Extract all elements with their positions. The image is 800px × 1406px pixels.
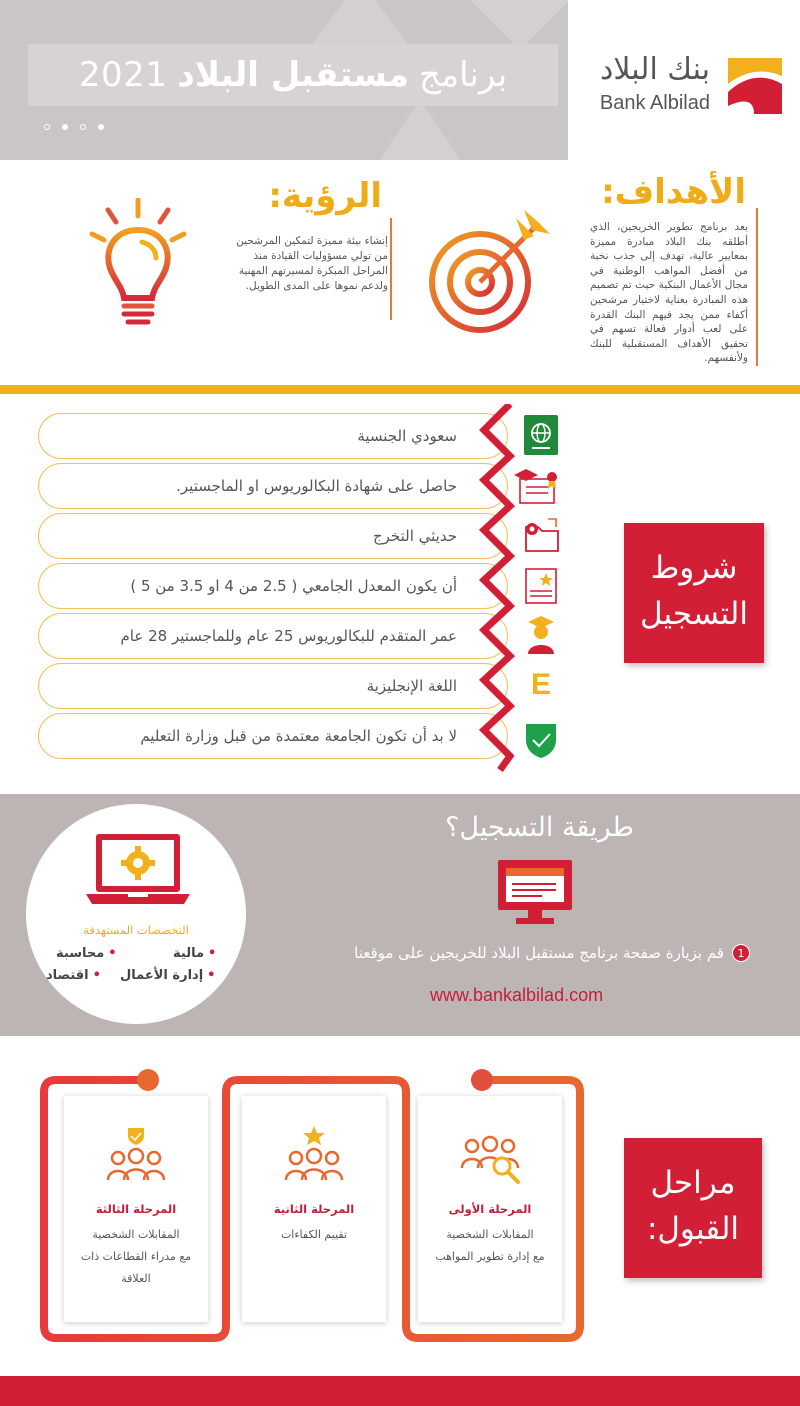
stage-card-1 [418, 1096, 562, 1322]
conditions-label-line1: شروط [650, 550, 738, 586]
document-star-icon [520, 565, 562, 607]
condition-text: سعودي الجنسية [357, 427, 457, 445]
title-box [28, 44, 558, 106]
stage-description [68, 1224, 204, 1290]
specialization-item: •اقتصاد [46, 968, 101, 983]
passport-icon [520, 413, 562, 455]
condition-item [38, 663, 508, 709]
how-to-register-title: طريقة التسجيل؟ [445, 812, 634, 843]
stages-label-line2: القبول: [646, 1211, 740, 1247]
team-shield-icon [104, 1126, 168, 1184]
stage-desc-line: المقابلات الشخصية [446, 1228, 534, 1241]
team-search-icon [458, 1126, 522, 1184]
dot [80, 124, 86, 130]
vision-divider [390, 218, 392, 320]
lightbulb-icon [84, 198, 192, 334]
title-year: 2021 [78, 55, 168, 95]
specialization-item: •محاسبة [56, 946, 117, 961]
dot [62, 124, 68, 130]
stage-description [422, 1224, 558, 1268]
dot [98, 124, 104, 130]
stage-desc-line: تقييم الكفاءات [280, 1228, 348, 1241]
conditions-label-box [624, 523, 764, 663]
specialization-item: •مالية [173, 946, 217, 961]
stages-label [624, 1160, 762, 1252]
specializations-title: التخصصات المستهدفة [83, 923, 189, 937]
team-star-icon [282, 1126, 346, 1184]
stage-name: المرحلة الثالثة [95, 1202, 177, 1216]
website-link[interactable]: www.bankalbilad.com [430, 985, 604, 1005]
step-number-badge: 1 [732, 944, 750, 962]
condition-item [38, 563, 508, 609]
stages-label-line1: مراحل [650, 1165, 736, 1201]
page-title [28, 44, 558, 106]
specialization-label: مالية [173, 946, 205, 961]
goals-title: الأهداف: [601, 172, 746, 212]
title-prefix: برنامج [418, 55, 508, 95]
condition-text: أن يكون المعدل الجامعي ( 2.5 من 4 او 3.5 من 5 ) [130, 577, 457, 595]
stage-desc-line: المقابلات الشخصية [92, 1228, 180, 1241]
target-icon [420, 200, 560, 336]
logo-arabic-text: بنك البلاد [599, 52, 710, 87]
bank-logo [590, 52, 786, 122]
stage-card-3 [64, 1096, 208, 1322]
conditions-label-line2: التسجيل [640, 596, 748, 632]
stage-desc-line: العلاقة [121, 1272, 151, 1285]
laptop-gear-icon [84, 830, 192, 916]
logo-english-text: Bank Albilad [599, 92, 710, 114]
specialization-label: إدارة الأعمال [120, 968, 204, 983]
logo-mark-icon [724, 54, 786, 116]
condition-text: حاصل على شهادة البكالوريوس او الماجستير. [176, 477, 457, 495]
specialization-label: محاسبة [56, 946, 105, 961]
step-text: قم بزيارة صفحة برنامج مستقبل البلاد للخريجين على موقعنا [354, 944, 724, 962]
certificate-icon [512, 465, 562, 507]
condition-text: عمر المتقدم للبكالوريوس 25 عام وللماجستير 28 عام [120, 627, 457, 645]
stage-name: المرحلة الثانية [273, 1202, 355, 1216]
condition-item [38, 613, 508, 659]
graduate-icon [520, 614, 562, 656]
condition-text: حديثي التخرج [372, 527, 457, 545]
condition-item [38, 463, 508, 509]
register-step [354, 944, 750, 962]
dot [44, 124, 50, 130]
title-bold: مستقبل البلاد [177, 55, 409, 95]
header [0, 0, 800, 160]
stage-name: المرحلة الأولى [448, 1202, 532, 1216]
condition-item [38, 513, 508, 559]
folder-gear-icon [520, 515, 562, 557]
stages-label-box [624, 1138, 762, 1278]
vision-title: الرؤية: [268, 176, 382, 216]
specialization-item: •إدارة الأعمال [120, 968, 216, 983]
header-banner [0, 0, 568, 160]
letter-e-icon: E [530, 668, 551, 701]
stage-desc-line: مع إدارة تطوير المواهب [435, 1250, 545, 1263]
vision-text: إنشاء بيئة مميزة لتمكين المرشحين من تولي مسؤوليات القيادة منذ المراحل المبكرة لمسيرتهم المهنية ولدعم نموها على المدى الطويل. [236, 235, 388, 292]
specialization-label: اقتصاد [46, 968, 89, 983]
stage-desc-line: مع مدراء القطاعات ذات [80, 1250, 192, 1263]
zigzag-divider [470, 404, 520, 772]
condition-text: لا بد أن تكون الجامعة معتمدة من قبل وزارة التعليم [140, 727, 457, 745]
conditions-label [624, 545, 764, 637]
stage-card-2 [242, 1096, 386, 1322]
section-divider [0, 385, 800, 394]
stage-description [246, 1224, 382, 1246]
goals-divider [756, 208, 758, 366]
slider-dots [44, 124, 104, 130]
condition-item [38, 713, 508, 759]
condition-item [38, 413, 508, 459]
condition-text: اللغة الإنجليزية [366, 677, 457, 695]
footer-bar [0, 1376, 800, 1406]
shield-check-icon [520, 718, 562, 760]
monitor-web-icon [496, 858, 574, 926]
goals-text: يعد برنامج تطوير الخريجين، الذي أطلقه بنك البلاد مبادرة مميزة بمعايير عالية، تهدف إلى جذب نخبة من أفضل المواهب الوطنية في مجال الأعمال البنكية حيث تم تصميم هذه المبادرة بعناية لاختيار مرشحين أكفاء ممن يجد فيهم البنك القدرة على لعب أدوار فعالة تسهم في تحقيق الأهداف المستقبلية للبنك ولأنفسهم. [590, 221, 748, 365]
